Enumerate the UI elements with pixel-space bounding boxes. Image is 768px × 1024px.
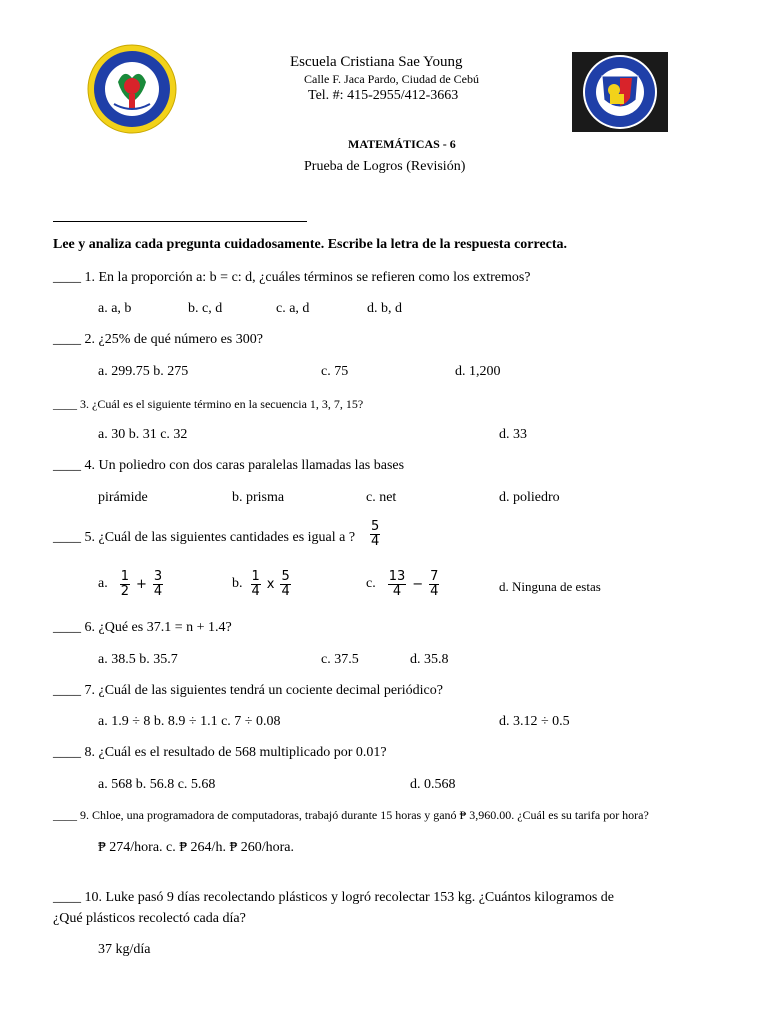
question-6: ____ 6. ¿Qué es 37.1 = n + 1.4? xyxy=(53,620,232,635)
test-title: Prueba de Logros (Revisión) xyxy=(304,159,466,174)
q5-option-a: a. $\frac{1}{2}$ + $\frac{3}{4}$ xyxy=(98,569,163,599)
q5-option-c: c. $\frac{13}{4}$ − $\frac{7}{4}$ xyxy=(366,569,439,599)
q3-option-a: a. 30 b. 31 c. 32 xyxy=(98,427,188,442)
q4-option-d: d. poliedro xyxy=(499,490,560,505)
q3-option-d: d. 33 xyxy=(499,427,527,442)
q4-option-a: pirámide xyxy=(98,490,148,505)
q2-option-d: d. 1,200 xyxy=(455,364,501,379)
question-2: ____ 2. ¿25% de qué número es 300? xyxy=(53,332,263,347)
school-logo xyxy=(84,44,180,134)
question-4: ____ 4. Un poliedro con dos caras paralelas llamadas las bases xyxy=(53,458,405,473)
question-8: ____ 8. ¿Cuál es el resultado de 568 multiplicado por 0.01? xyxy=(53,745,387,760)
question-1: ____ 1. En la proporción a: b = c: d, ¿cuáles términos se refieren como los extremos? xyxy=(53,270,531,285)
question-5: ____ 5. ¿Cuál de las siguientes cantidades es igual a ? xyxy=(53,530,356,545)
q4-option-b: b. prisma xyxy=(232,490,285,505)
q5-option-b: b. $\frac{1}{4}$ x $\frac{5}{4}$ xyxy=(232,569,290,599)
q1-option-d: d. b, d xyxy=(367,301,402,316)
school-phone: Tel. #: 415-2955/412-3663 xyxy=(308,88,459,103)
q5-option-d: d. Ninguna de estas xyxy=(499,579,601,594)
q1-option-a: a. a, b xyxy=(98,301,132,316)
q7-option-a: a. 1.9 ÷ 8 b. 8.9 ÷ 1.1 c. 7 ÷ 0.08 xyxy=(98,714,281,729)
q10-answer: 37 kg/día xyxy=(98,942,151,957)
question-10-line-2: ¿Qué plásticos recolectó cada día? xyxy=(53,911,246,926)
q2-option-c: c. 75 xyxy=(321,364,349,379)
question-7: ____ 7. ¿Cuál de las siguientes tendrá un cociente decimal periódico? xyxy=(53,683,443,698)
subject-title: MATEMÁTICAS - 6 xyxy=(348,137,456,151)
deped-seal xyxy=(572,52,668,132)
q9-options: ₱ 274/hora. c. ₱ 264/h. ₱ 260/hora. xyxy=(98,840,294,855)
question-3: ____ 3. ¿Cuál es el siguiente término en la secuencia 1, 3, 7, 15? xyxy=(53,397,364,411)
school-address: Calle F. Jaca Pardo, Ciudad de Cebú xyxy=(304,72,480,86)
q6-option-a: a. 38.5 b. 35.7 xyxy=(98,652,178,667)
name-line xyxy=(53,221,307,222)
q6-option-d: d. 35.8 xyxy=(410,652,449,667)
q5-target-fraction: $\frac{5}{4}$ xyxy=(371,519,380,549)
question-9: ____ 9. Chloe, una programadora de computadoras, trabajó durante 15 horas y ganó ₱ 3,960.00. ¿Cuál es su tarifa por hora? xyxy=(53,808,649,822)
q4-option-c: c. net xyxy=(366,490,397,505)
q6-option-c: c. 37.5 xyxy=(321,652,359,667)
question-10-line-1: ____ 10. Luke pasó 9 días recolectando plásticos y logró recolectar 153 kg. ¿Cuántos kilogramos de xyxy=(53,890,615,905)
q2-option-a: a. 299.75 b. 275 xyxy=(98,364,189,379)
school-name: Escuela Cristiana Sae Young xyxy=(290,54,463,70)
q1-option-c: c. a, d xyxy=(276,301,310,316)
q1-option-b: b. c, d xyxy=(188,301,223,316)
q8-option-d: d. 0.568 xyxy=(410,777,456,792)
instructions: Lee y analiza cada pregunta cuidadosamente. Escribe la letra de la respuesta correcta. xyxy=(53,237,568,252)
q8-option-a: a. 568 b. 56.8 c. 5.68 xyxy=(98,777,216,792)
q7-option-d: d. 3.12 ÷ 0.5 xyxy=(499,714,570,729)
